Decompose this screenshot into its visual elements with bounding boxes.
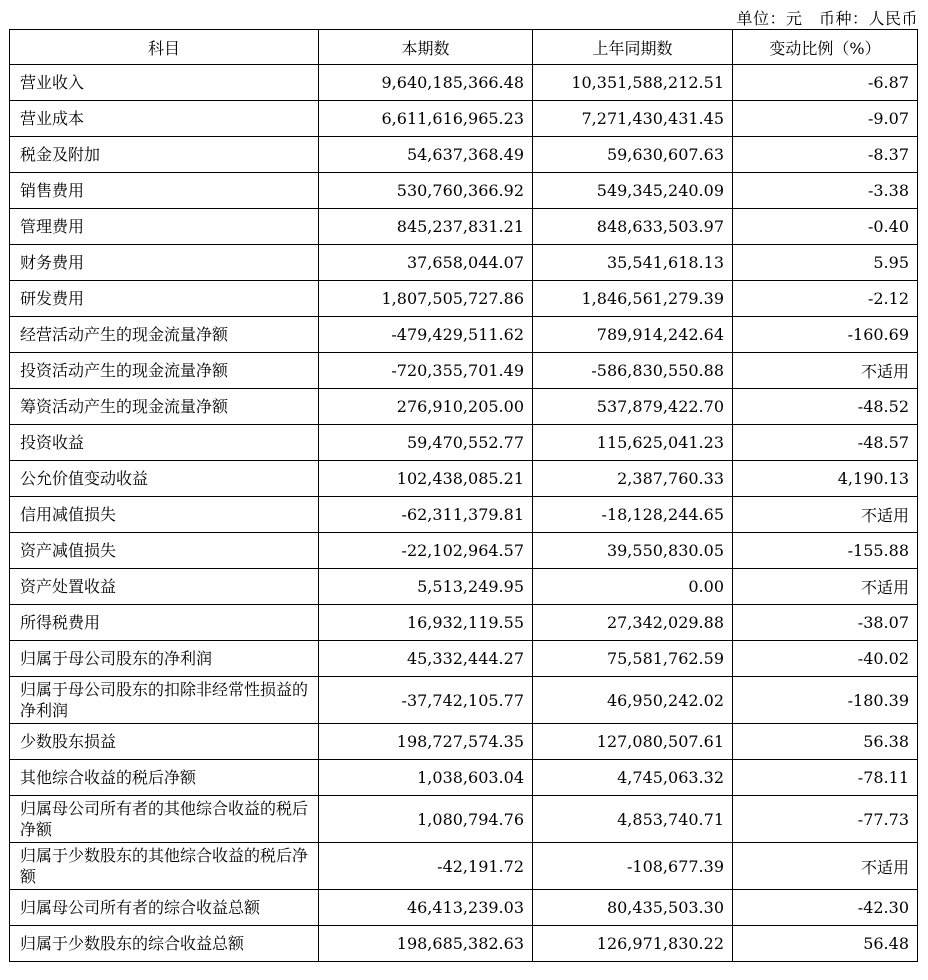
row-label: 筹资活动产生的现金流量净额: [10, 389, 319, 425]
table-row: [10, 533, 918, 569]
change-ratio: -155.88: [733, 533, 918, 569]
change-ratio: -180.39: [733, 677, 918, 724]
prior-value: 46,950,242.02: [533, 677, 733, 724]
row-label: 销售费用: [10, 173, 319, 209]
current-value: 16,932,119.55: [319, 605, 533, 641]
change-ratio: 4,190.13: [733, 461, 918, 497]
current-value: -22,102,964.57: [319, 533, 533, 569]
current-value: 845,237,831.21: [319, 209, 533, 245]
table-row: [10, 101, 918, 137]
unit-currency-note: 单位：元 币种：人民币: [736, 9, 918, 28]
table-row: [10, 461, 918, 497]
current-value: 6,611,616,965.23: [319, 101, 533, 137]
current-value: 46,413,239.03: [319, 890, 533, 926]
prior-value: 59,630,607.63: [533, 137, 733, 173]
current-value: 5,513,249.95: [319, 569, 533, 605]
current-value: 102,438,085.21: [319, 461, 533, 497]
change-ratio: 不适用: [733, 497, 918, 533]
prior-value: 27,342,029.88: [533, 605, 733, 641]
prior-value: 848,633,503.97: [533, 209, 733, 245]
row-label: 资产减值损失: [10, 533, 319, 569]
current-value: 37,658,044.07: [319, 245, 533, 281]
table-row: [10, 890, 918, 926]
table-row: [10, 65, 918, 101]
prior-value: 35,541,618.13: [533, 245, 733, 281]
row-label: 公允价值变动收益: [10, 461, 319, 497]
change-ratio: -2.12: [733, 281, 918, 317]
current-value: 276,910,205.00: [319, 389, 533, 425]
table-row: [10, 353, 918, 389]
table-row: [10, 425, 918, 461]
row-label: 营业成本: [10, 101, 319, 137]
row-label: 投资活动产生的现金流量净额: [10, 353, 319, 389]
prior-value: 1,846,561,279.39: [533, 281, 733, 317]
current-value: 9,640,185,366.48: [319, 65, 533, 101]
prior-value: 7,271,430,431.45: [533, 101, 733, 137]
table-row: [10, 173, 918, 209]
current-value: 198,727,574.35: [319, 724, 533, 760]
table-row: [10, 209, 918, 245]
change-ratio: -9.07: [733, 101, 918, 137]
change-ratio: -40.02: [733, 641, 918, 677]
change-ratio: -6.87: [733, 65, 918, 101]
current-value: -479,429,511.62: [319, 317, 533, 353]
row-label: 归属母公司所有者的其他综合收益的税后净额: [10, 796, 319, 843]
table-row: [10, 796, 918, 843]
row-label: 归属于母公司股东的扣除非经常性损益的净利润: [10, 677, 319, 724]
row-label: 财务费用: [10, 245, 319, 281]
current-value: -720,355,701.49: [319, 353, 533, 389]
row-label: 所得税费用: [10, 605, 319, 641]
row-label: 信用减值损失: [10, 497, 319, 533]
change-ratio: -42.30: [733, 890, 918, 926]
change-ratio: -38.07: [733, 605, 918, 641]
current-value: 1,080,794.76: [319, 796, 533, 843]
prior-value: 4,853,740.71: [533, 796, 733, 843]
row-label: 归属母公司所有者的综合收益总额: [10, 890, 319, 926]
prior-value: -18,128,244.65: [533, 497, 733, 533]
current-value: 1,038,603.04: [319, 760, 533, 796]
row-label: 归属于母公司股东的净利润: [10, 641, 319, 677]
table-row: [10, 317, 918, 353]
change-ratio: 不适用: [733, 569, 918, 605]
current-value: -37,742,105.77: [319, 677, 533, 724]
row-label: 其他综合收益的税后净额: [10, 760, 319, 796]
current-value: 1,807,505,727.86: [319, 281, 533, 317]
table-row: [10, 137, 918, 173]
header-change-ratio: 变动比例（%）: [733, 30, 918, 65]
header-prior-period: 上年同期数: [533, 30, 733, 65]
table-row: [10, 926, 918, 962]
prior-value: 39,550,830.05: [533, 533, 733, 569]
current-value: 530,760,366.92: [319, 173, 533, 209]
change-ratio: -48.57: [733, 425, 918, 461]
prior-value: 789,914,242.64: [533, 317, 733, 353]
table-row: [10, 281, 918, 317]
change-ratio: -160.69: [733, 317, 918, 353]
row-label: 管理费用: [10, 209, 319, 245]
change-ratio: -77.73: [733, 796, 918, 843]
prior-value: 75,581,762.59: [533, 641, 733, 677]
change-ratio: 56.48: [733, 926, 918, 962]
prior-value: 549,345,240.09: [533, 173, 733, 209]
prior-value: -108,677.39: [533, 843, 733, 890]
change-ratio: -48.52: [733, 389, 918, 425]
table-row: [10, 497, 918, 533]
financial-statement-table: [9, 29, 918, 962]
prior-value: 4,745,063.32: [533, 760, 733, 796]
change-ratio: -3.38: [733, 173, 918, 209]
current-value: 45,332,444.27: [319, 641, 533, 677]
prior-value: 10,351,588,212.51: [533, 65, 733, 101]
row-label: 资产处置收益: [10, 569, 319, 605]
current-value: 59,470,552.77: [319, 425, 533, 461]
table-row: [10, 724, 918, 760]
prior-value: 537,879,422.70: [533, 389, 733, 425]
table-row: [10, 389, 918, 425]
table-header-row: [10, 30, 918, 65]
row-label: 税金及附加: [10, 137, 319, 173]
prior-value: 115,625,041.23: [533, 425, 733, 461]
current-value: 198,685,382.63: [319, 926, 533, 962]
current-value: -42,191.72: [319, 843, 533, 890]
change-ratio: 不适用: [733, 353, 918, 389]
prior-value: 126,971,830.22: [533, 926, 733, 962]
table-row: [10, 605, 918, 641]
change-ratio: 5.95: [733, 245, 918, 281]
table-row: [10, 641, 918, 677]
change-ratio: 56.38: [733, 724, 918, 760]
prior-value: 2,387,760.33: [533, 461, 733, 497]
prior-value: 80,435,503.30: [533, 890, 733, 926]
prior-value: 127,080,507.61: [533, 724, 733, 760]
header-item: 科目: [10, 30, 319, 65]
table-row: [10, 843, 918, 890]
change-ratio: -78.11: [733, 760, 918, 796]
current-value: 54,637,368.49: [319, 137, 533, 173]
header-current-period: 本期数: [319, 30, 533, 65]
table-row: [10, 569, 918, 605]
row-label: 归属于少数股东的综合收益总额: [10, 926, 319, 962]
table-row: [10, 677, 918, 724]
table-row: [10, 760, 918, 796]
prior-value: -586,830,550.88: [533, 353, 733, 389]
change-ratio: 不适用: [733, 843, 918, 890]
row-label: 营业收入: [10, 65, 319, 101]
row-label: 少数股东损益: [10, 724, 319, 760]
prior-value: 0.00: [533, 569, 733, 605]
current-value: -62,311,379.81: [319, 497, 533, 533]
table-row: [10, 245, 918, 281]
row-label: 经营活动产生的现金流量净额: [10, 317, 319, 353]
change-ratio: -0.40: [733, 209, 918, 245]
row-label: 投资收益: [10, 425, 319, 461]
row-label: 研发费用: [10, 281, 319, 317]
row-label: 归属于少数股东的其他综合收益的税后净额: [10, 843, 319, 890]
change-ratio: -8.37: [733, 137, 918, 173]
